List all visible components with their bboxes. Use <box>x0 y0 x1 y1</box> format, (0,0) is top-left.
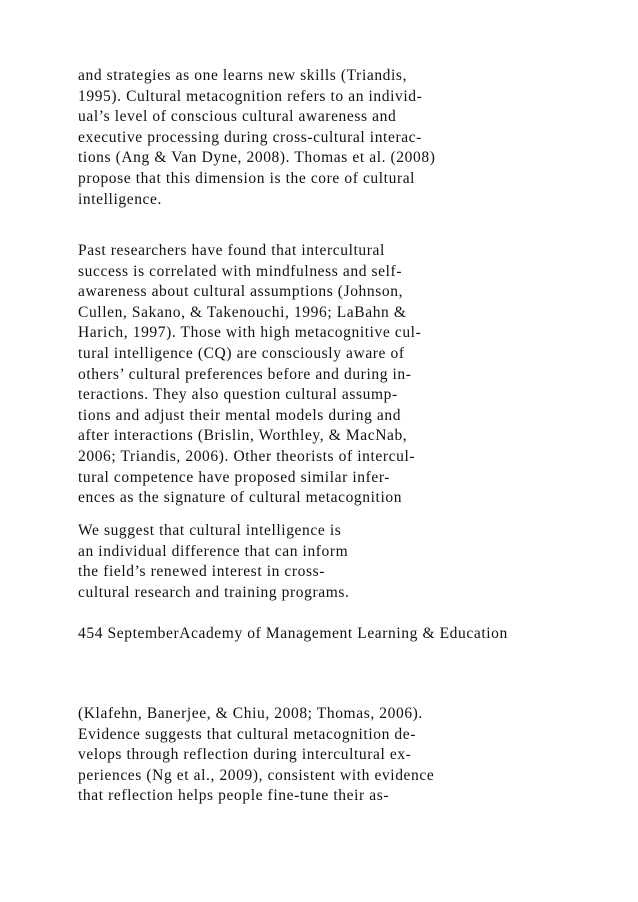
text-line: awareness about cultural assumptions (Johnson, <box>78 283 404 301</box>
text-line: tural intelligence (CQ) are consciously aware of <box>78 344 405 362</box>
text-line: an individual difference that can inform <box>78 542 349 560</box>
text-line: and strategies as one learns new skills (Triandis, <box>78 67 408 84</box>
text-line: Cullen, Sakano, & Takenouchi, 1996; LaBahn & <box>78 303 407 321</box>
paragraph-continuation <box>78 704 618 807</box>
text-line: periences (Ng et al., 2009), consistent with evidence <box>78 766 435 784</box>
text-line: others’ cultural preferences before and during in- <box>78 365 412 383</box>
text-line: after interactions (Brislin, Worthley, & MacNab, <box>78 427 408 445</box>
paragraph-past-research <box>78 241 618 509</box>
text-line: We suggest that cultural intelligence is <box>78 522 342 539</box>
text-line: that reflection helps people fine-tune their as- <box>78 787 390 805</box>
text-line: velops through reflection during intercultural ex- <box>78 746 412 764</box>
text-line: executive processing during cross-cultural interac- <box>78 128 422 146</box>
text-line: Past researchers have found that intercultural <box>78 242 385 259</box>
page-footer <box>78 624 618 645</box>
pull-quote <box>78 521 618 603</box>
text-line: cultural research and training programs. <box>78 583 350 601</box>
text-line: Harich, 1997). Those with high metacognitive cul- <box>78 324 422 342</box>
text-line: tural competence have proposed similar infer- <box>78 468 391 486</box>
text-line: tions and adjust their mental models during and <box>78 406 402 424</box>
text-line: 1995). Cultural metacognition refers to an individ- <box>78 87 423 105</box>
text-line: 2006; Triandis, 2006). Other theorists of intercul- <box>78 447 416 465</box>
text-line: ual’s level of conscious cultural awareness and <box>78 108 397 126</box>
text-line: Evidence suggests that cultural metacognition de- <box>78 725 417 743</box>
text-line: tions (Ang & Van Dyne, 2008). Thomas et al. (2008) <box>78 149 436 167</box>
paragraph-metacognition-definition <box>78 66 618 210</box>
footer-line: 454 SeptemberAcademy of Management Learning & Education <box>78 625 508 642</box>
text-line: intelligence. <box>78 190 162 208</box>
text-line: teractions. They also question cultural assump- <box>78 386 398 404</box>
text-line: propose that this dimension is the core of cultural <box>78 169 416 187</box>
text-line: the field’s renewed interest in cross- <box>78 563 326 581</box>
text-line: ences as the signature of cultural metacognition <box>78 489 403 507</box>
text-line: (Klafehn, Banerjee, & Chiu, 2008; Thomas, 2006). <box>78 705 423 722</box>
text-line: success is correlated with mindfulness and self- <box>78 262 403 280</box>
